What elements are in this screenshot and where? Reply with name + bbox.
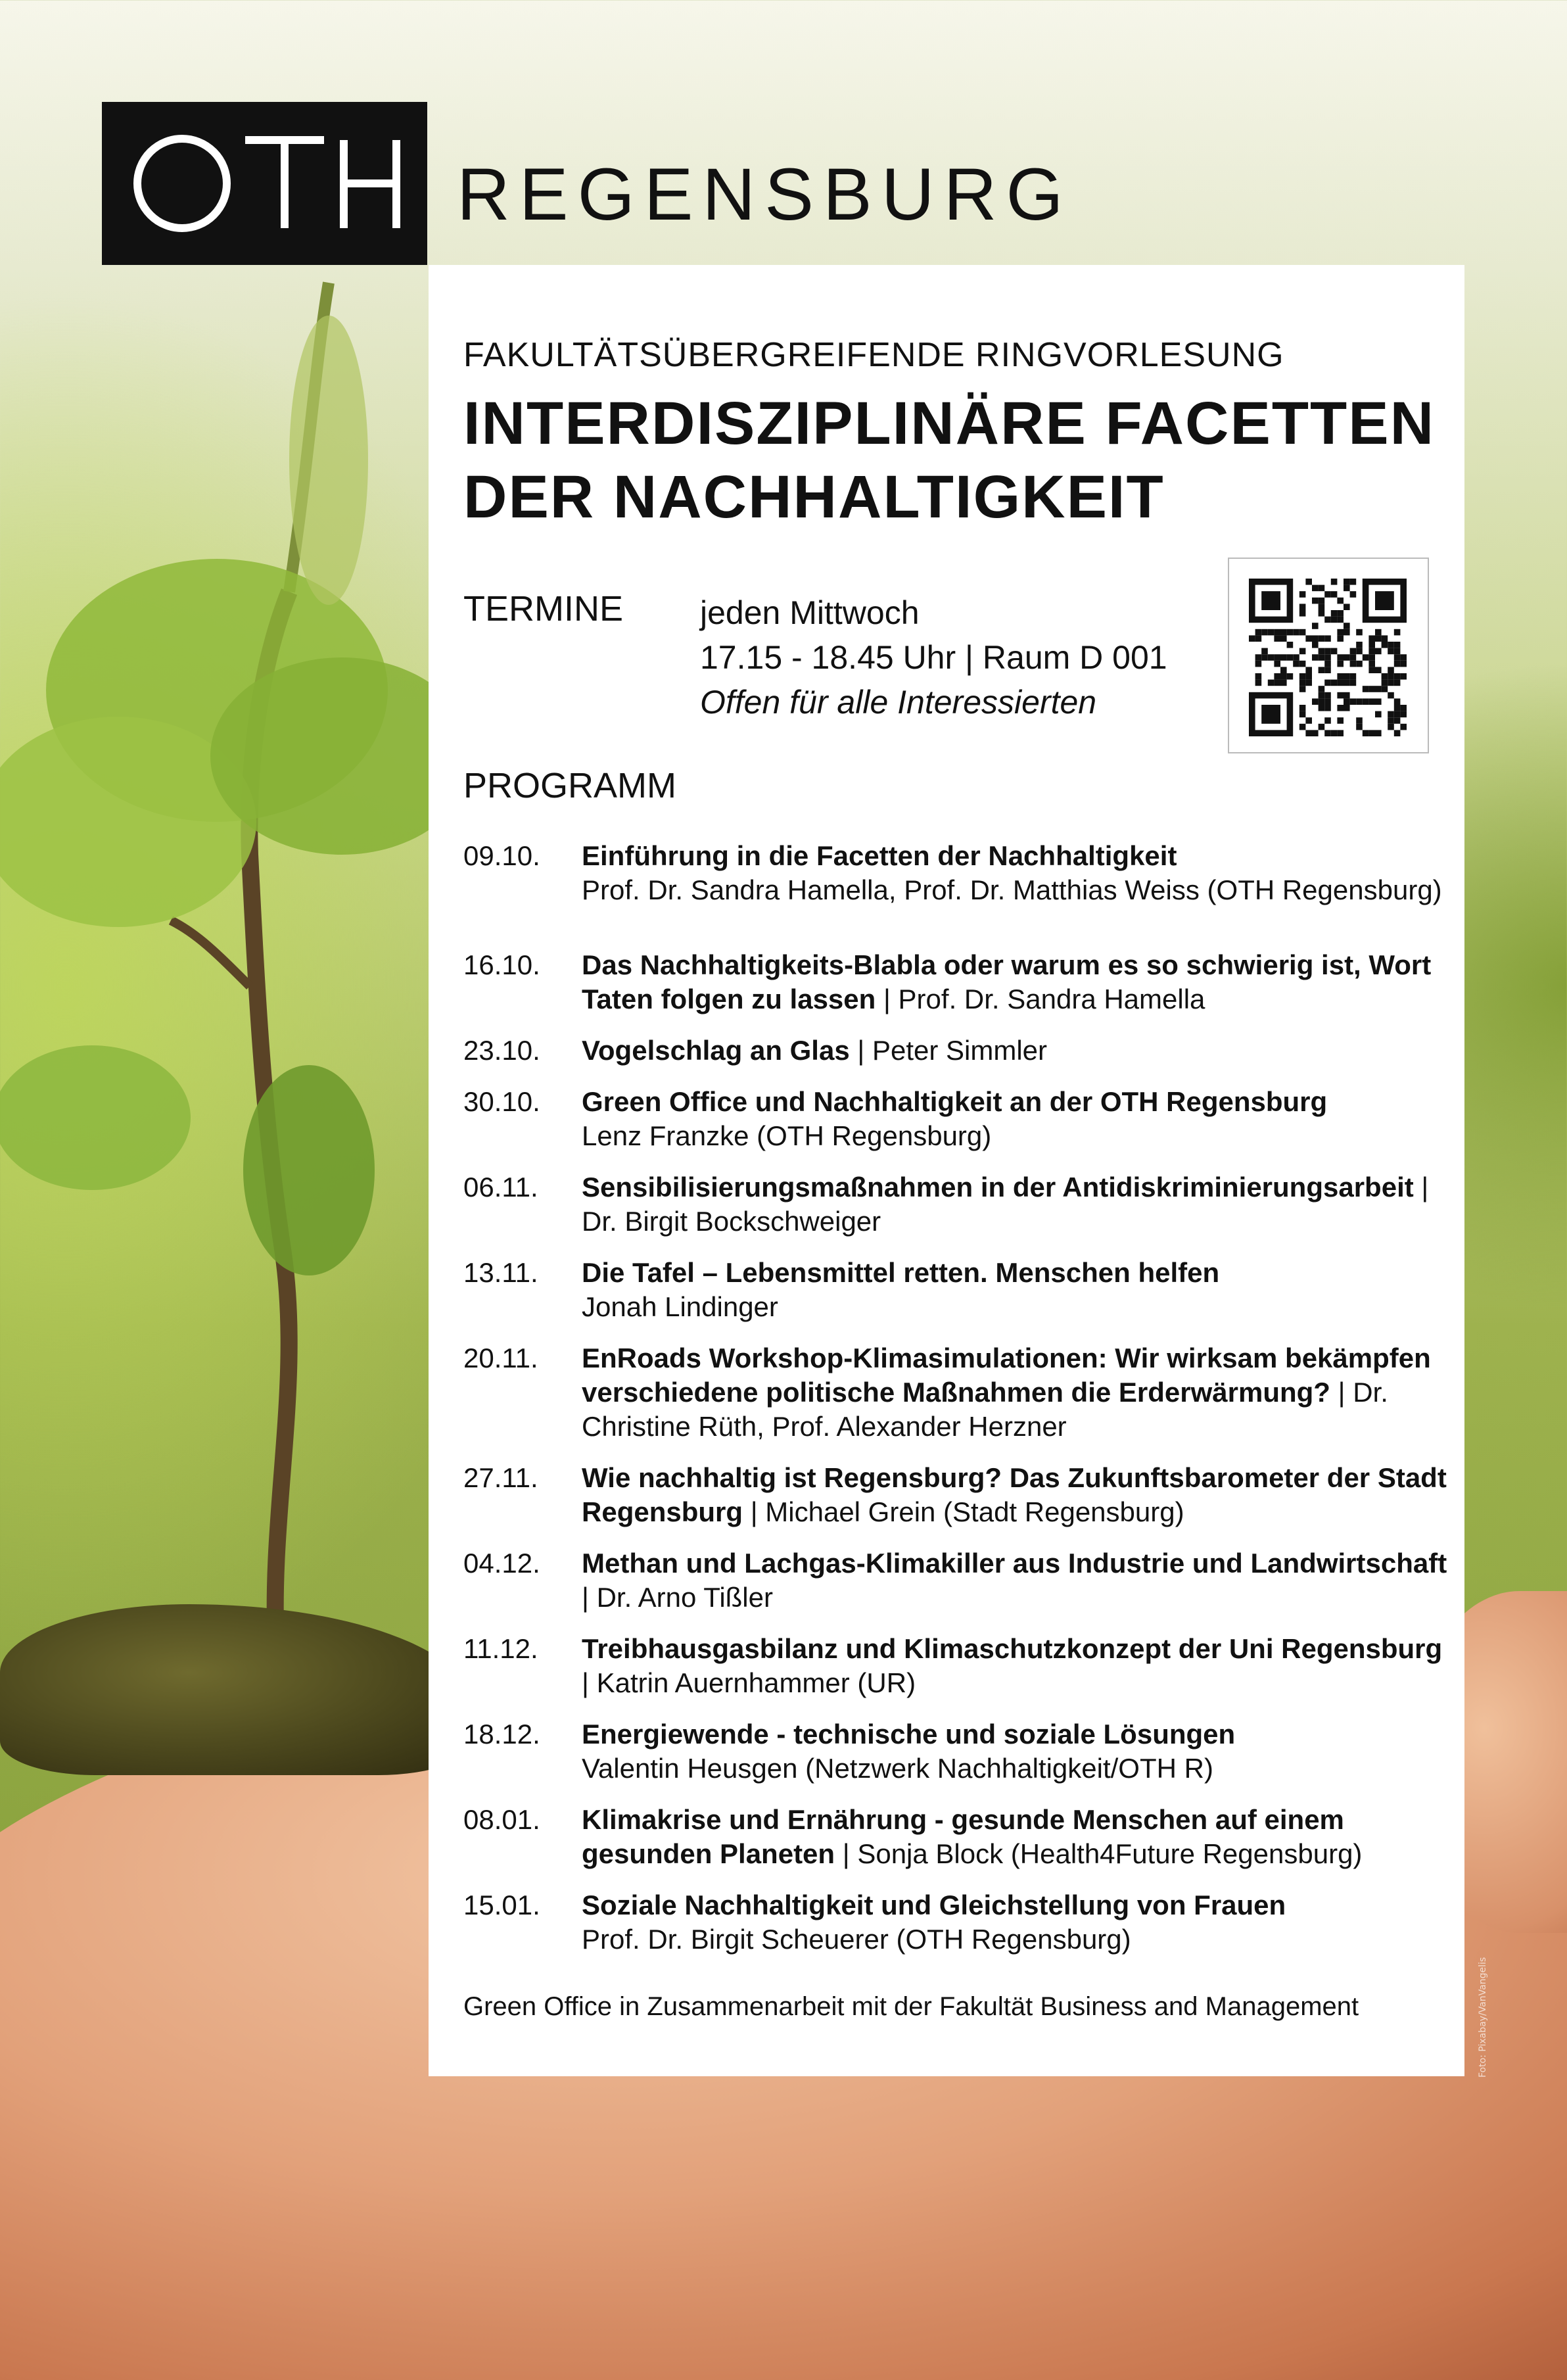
event-date: 15.01. — [463, 1890, 540, 1920]
list-item — [463, 1803, 1449, 1888]
event-title: Vogelschlag an Glas — [582, 1035, 850, 1066]
event-speaker: | Dr. Christine Rüth, Prof. Alexander Herzner — [582, 1377, 1388, 1442]
event-date: 30.10. — [463, 1086, 540, 1117]
list-item — [463, 1888, 1449, 1974]
termine-label: TERMINE — [463, 589, 623, 629]
event-speaker: | Peter Simmler — [857, 1035, 1048, 1066]
termine-details — [700, 590, 1167, 725]
list-item — [463, 1632, 1449, 1717]
event-speaker: Lenz Franzke (OTH Regensburg) — [582, 1120, 992, 1151]
programm-label: PROGRAMM — [463, 766, 676, 805]
title-line-1: INTERDISZIPLINÄRE FACETTEN — [463, 390, 1436, 457]
event-title: Einführung in die Facetten der Nachhaltigkeit — [582, 840, 1177, 871]
event-title: EnRoads Workshop-Klimasimulationen: Wir wirksam bekämpfen verschiedene politische Maßnahmen die Erderwärmung? — [582, 1343, 1431, 1408]
list-item — [463, 1717, 1449, 1803]
list-item — [463, 1170, 1449, 1256]
event-date: 04.12. — [463, 1548, 540, 1579]
event-date: 11.12. — [463, 1633, 538, 1664]
photo-credit: Foto: Pixabay/VanVangelis — [1478, 1957, 1488, 2078]
event-speaker: | Prof. Dr. Sandra Hamella — [883, 984, 1205, 1014]
event-date: 08.01. — [463, 1804, 540, 1835]
list-item — [463, 948, 1449, 1034]
list-item — [463, 1461, 1449, 1546]
brand-name: REGENSBURG — [457, 153, 1073, 235]
event-date: 16.10. — [463, 949, 540, 980]
event-title: Methan und Lachgas-Klimakiller aus Industrie und Landwirtschaft — [582, 1548, 1447, 1579]
oth-logo — [102, 102, 427, 265]
oth-wordmark-icon — [102, 102, 427, 265]
qr-code-icon — [1229, 559, 1428, 752]
event-speaker: Prof. Dr. Sandra Hamella, Prof. Dr. Matthias Weiss (OTH Regensburg) — [582, 874, 1442, 905]
title-line-2: DER NACHHALTIGKEIT — [463, 464, 1165, 531]
event-date: 09.10. — [463, 840, 540, 871]
event-date: 23.10. — [463, 1035, 540, 1066]
list-item — [463, 839, 1449, 948]
list-item — [463, 1546, 1449, 1632]
termine-time-room: 17.15 - 18.45 Uhr | Raum D 001 — [700, 639, 1167, 676]
lecture-title — [463, 387, 1435, 534]
event-date: 20.11. — [463, 1343, 538, 1373]
event-speaker: Prof. Dr. Birgit Scheuerer (OTH Regensburg) — [582, 1924, 1131, 1955]
event-speaker: | Dr. Birgit Bockschweiger — [582, 1172, 1429, 1237]
list-item — [463, 1034, 1449, 1085]
event-title: Energiewende - technische und soziale Lösungen — [582, 1719, 1236, 1749]
event-date: 06.11. — [463, 1172, 538, 1202]
event-date: 18.12. — [463, 1719, 540, 1749]
event-list — [463, 839, 1449, 1974]
termine-audience: Offen für alle Interessierten — [700, 684, 1097, 721]
event-title: Soziale Nachhaltigkeit und Gleichstellung von Frauen — [582, 1890, 1286, 1920]
event-title: Green Office und Nachhaltigkeit an der OTH Regensburg — [582, 1086, 1328, 1117]
event-title: Sensibilisierungsmaßnahmen in der Antidiskriminierungsarbeit — [582, 1172, 1414, 1202]
qr-code[interactable] — [1228, 558, 1429, 753]
event-speaker: | Michael Grein (Stadt Regensburg) — [750, 1496, 1184, 1527]
event-speaker: | Dr. Arno Tißler — [582, 1582, 773, 1613]
termine-day: jeden Mittwoch — [700, 594, 920, 631]
event-title: Wie nachhaltig ist Regensburg? Das Zukunftsbarometer der Stadt Regensburg — [582, 1462, 1447, 1527]
event-date: 27.11. — [463, 1462, 538, 1493]
event-title: Das Nachhaltigkeits-Blabla oder warum es so schwierig ist, Wort Taten folgen zu lassen — [582, 949, 1432, 1014]
event-speaker: Jonah Lindinger — [582, 1291, 778, 1322]
event-date: 13.11. — [463, 1257, 538, 1288]
list-item — [463, 1341, 1449, 1461]
event-title: Treibhausgasbilanz und Klimaschutzkonzept der Uni Regensburg — [582, 1633, 1443, 1664]
event-speaker: Valentin Heusgen (Netzwerk Nachhaltigkeit/OTH R) — [582, 1753, 1213, 1784]
event-speaker: | Sonja Block (Health4Future Regensburg) — [842, 1838, 1363, 1869]
list-item — [463, 1085, 1449, 1170]
event-title: Klimakrise und Ernährung - gesunde Menschen auf einem gesunden Planeten — [582, 1804, 1344, 1869]
list-item — [463, 1256, 1449, 1341]
event-title: Die Tafel – Lebensmittel retten. Menschen helfen — [582, 1257, 1220, 1288]
event-speaker: | Katrin Auernhammer (UR) — [582, 1667, 916, 1698]
organizer-credit: Green Office in Zusammenarbeit mit der Fakultät Business and Management — [463, 1992, 1359, 2021]
series-kicker: FAKULTÄTSÜBERGREIFENDE RINGVORLESUNG — [463, 336, 1284, 374]
